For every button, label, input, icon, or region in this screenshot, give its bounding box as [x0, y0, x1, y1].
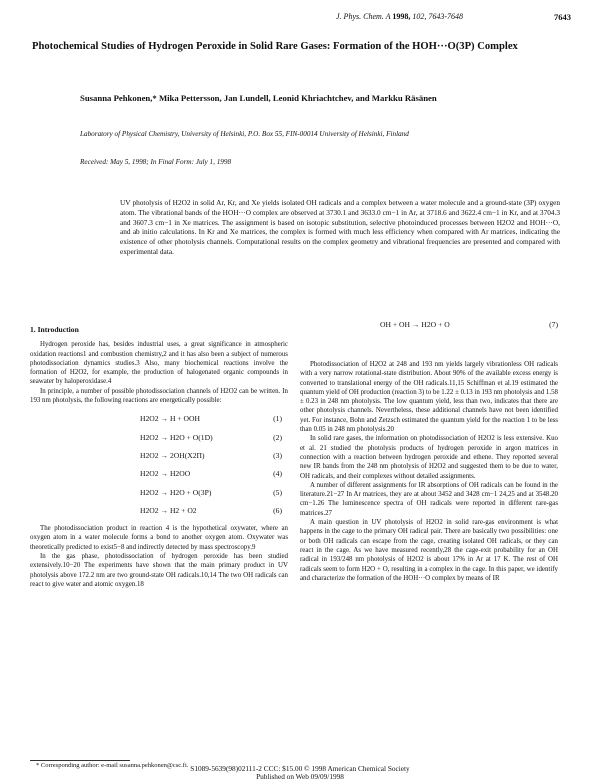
footnote: * Corresponding author: e-mail susanna.pehkonen@csc.fi.: [36, 762, 189, 769]
running-header: [336, 12, 463, 21]
equation: H2O2 → 2OH(X2Π) (3): [140, 450, 282, 460]
copyright-line: S1089-5639(98)02111-2 CCC: $15.00 © 1998 American Chemical Society: [190, 764, 410, 773]
equation-7: OH + OH → H2O + O (7): [380, 320, 558, 329]
author-list: Susanna Pehkonen,* Mika Pettersson, Jan Lundell, Leonid Khriachtchev, and Markku Räsänen: [80, 93, 437, 103]
right-column: [300, 360, 558, 583]
paragraph: Hydrogen peroxide has, besides industrial uses, a great significance in atmospheric oxidation reactions1 and combustion chemistry,2 and it has also been a subject of numerous photodissociation dynamics studies.3 Also, many biochemical reactions involve the formation of H2O2, for example, the production of halogenated organic compounds in seawater by haloperoxidase.4: [30, 341, 288, 386]
footnote-rule: [30, 760, 130, 761]
paragraph: Photodissociation of H2O2 at 248 and 193 nm yields largely vibrationless OH radicals with a very narrow rotational-state distribution. About 90% of the available excess energy is converted to translational energy of the OH radicals.11,15 Schiffman et al.19 estimated the quantum yield of OH production (reaction 3) to be 1.22 ± 0.13 in 193 nm photolysis and 1.58 ± 0.23 in 248 nm photolysis. The low quantum yield, less than two, indicates that there are other photolysis channels. Nevertheless, these additional channels have not been identified yet. For instance, Bohn and Zetzsch estimated the quantum yield for the reaction 1 to be less than 0.05 in 248 nm photolysis.20: [300, 361, 558, 434]
page-number: 7643: [554, 12, 571, 22]
volume-pages: 102, 7643-7648: [412, 12, 464, 21]
affiliation: Laboratory of Physical Chemistry, University of Helsinki, P.O. Box 55, FIN-00014 University of Helsinki, Finland: [80, 130, 409, 138]
journal-name: J. Phys. Chem. A: [336, 12, 391, 21]
abstract: UV photolysis of H2O2 in solid Ar, Kr, and Xe yields isolated OH radicals and a complex between a water molecule and a ground-state (3P) oxygen atom. The vibrational bands of the HOH···O complex are observed at 3730.1 and 3633.0 cm−1 in Ar, at 3718.6 and 3622.4 cm−1 in Kr, and at 3704.3 and 3607.3 cm−1 in Xe matrices. The assignment is based on isotopic substitution, selective photoinduced processes between H2O2 and HOH···O, and ab initio calculations. In Kr and Xe matrices, the complex is formed with much less efficiency when compared with Ar matrices, indicating the existence of other photolysis channels. Computational results on the complex geometry and vibrational frequencies are presented and compared with experimental data.: [120, 198, 560, 256]
publication-date: Published on Web 09/09/1998: [256, 772, 344, 781]
equation: H2O2 → H2O + O(1D) (2): [140, 432, 282, 442]
paragraph: A main question in UV photolysis of H2O2 in solid rare-gas environment is what happens in the cage to the primary OH radical pair. There are basically two possibilities: one or both OH radicals can escape from the cage, creating isolated OH radicals, or they can react in the cage. As we have measured recently,28 the cage-exit probability for an OH radical in 193/248 nm photolysis of H2O2 is about 17% in Ar at 17 K. The rest of OH radicals seem to form H2O + O, resulting in a complex in the cage. In this paper, we identify and characterize the formation of the HOH···O complex by means of IR: [300, 519, 558, 582]
journal-year: 1998,: [392, 12, 411, 21]
article-title: Photochemical Studies of Hydrogen Peroxide in Solid Rare Gases: Formation of the HOH···O(3P) Complex: [32, 41, 518, 52]
equation: H2O2 → H2O + O(3P) (5): [140, 487, 282, 497]
section-heading: 1. Introduction: [30, 325, 79, 334]
paragraph: A number of different assignments for IR absorptions of OH radicals can be found in the literature.21−27 In Ar matrices, they are at about 3452 and 3428 cm−1 24,25 and at 3548.20 cm−1.26 The luminescence spectra of OH radicals were reported in different rare-gas matrices.27: [300, 481, 558, 517]
equation: H2O2 → H2OO (4): [140, 469, 282, 479]
paragraph: In solid rare gases, the information on photodissociation of H2O2 is less extensive. Kuo et al. 21 studied the photolysis products of hydrogen peroxide in argon matrices in connection with a reaction between hydrogen peroxide and ethene. They reported several new IR bands from the 248 nm photolysis of H2O2 and suggested them to be due to water, OH radicals, and their complexes without detailed assignments.: [300, 435, 558, 480]
received-dates: Received: May 5, 1998; In Final Form: July 1, 1998: [80, 158, 232, 166]
equation: H2O2 → H2 + O2 (6): [140, 505, 282, 515]
left-column: [30, 325, 288, 589]
paragraph: In the gas phase, photodissociation of hydrogen peroxide has been studied extensively.10−20 The experiments have shown that the main primary product in UV photolysis above 172.2 nm are two ground-state OH radicals.10,14 The two OH radicals can react to give water and atomic oxygen.18: [30, 553, 288, 588]
equation: H2O2 → H + OOH (1): [140, 414, 282, 424]
paragraph: The photodissociation product in reaction 4 is the hypothetical oxywater, where an oxygen atom in a water molecule forms a bond to another oxygen atom. Oxywater was theoretically predicted to exist5−8 and indirectly detected by mass spectroscopy.9: [30, 525, 288, 551]
paragraph: In principle, a number of possible photodissociation channels of H2O2 can be written. In 193 nm photolysis, the following reactions are energetically possible:: [30, 387, 288, 405]
